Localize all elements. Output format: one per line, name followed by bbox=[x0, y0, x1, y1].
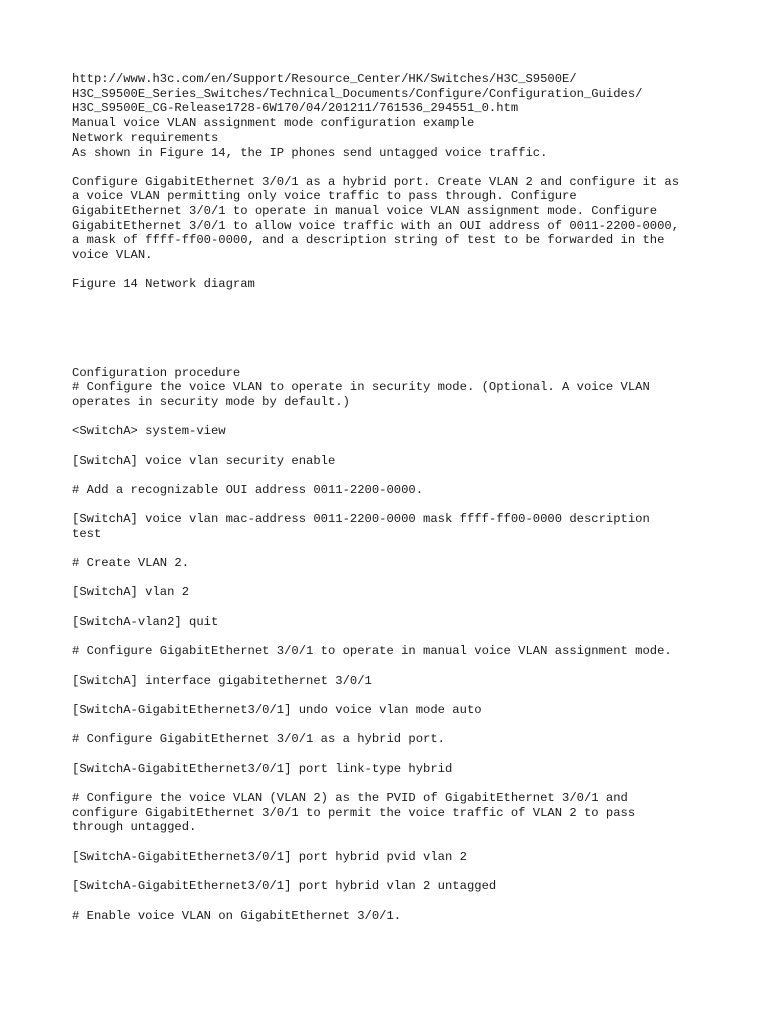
page-title: Manual voice VLAN assignment mode configuration example bbox=[72, 116, 475, 130]
command-line: [SwitchA] interface gigabitethernet 3/0/1 bbox=[72, 674, 372, 688]
step-comment: # Configure GigabitEthernet 3/0/1 to operate in manual voice VLAN assignment mode. bbox=[72, 644, 672, 658]
step-comment: # Configure the voice VLAN to operate in security mode. (Optional. A voice VLAN bbox=[72, 380, 650, 394]
step-comment: # Add a recognizable OUI address 0011-2200-0000. bbox=[72, 483, 424, 497]
section-heading: Network requirements bbox=[72, 131, 219, 145]
command-line: test bbox=[72, 527, 102, 541]
step-comment: # Configure GigabitEthernet 3/0/1 as a hybrid port. bbox=[72, 732, 445, 746]
step-comment: # Create VLAN 2. bbox=[72, 556, 190, 570]
intro-text: As shown in Figure 14, the IP phones send untagged voice traffic. bbox=[72, 146, 548, 160]
command-line: [SwitchA-GigabitEthernet3/0/1] port link-type hybrid bbox=[72, 762, 453, 776]
requirements-text-line: Configure GigabitEthernet 3/0/1 as a hybrid port. Create VLAN 2 and configure it as bbox=[72, 175, 680, 189]
command-line: [SwitchA-GigabitEthernet3/0/1] port hybrid pvid vlan 2 bbox=[72, 850, 467, 864]
requirements-text-line: GigabitEthernet 3/0/1 to allow voice traffic with an OUI address of 0011-2200-0000, bbox=[72, 219, 680, 233]
requirements-text-line: voice VLAN. bbox=[72, 248, 153, 262]
command-line: [SwitchA] voice vlan mac-address 0011-2200-0000 mask ffff-ff00-0000 description bbox=[72, 512, 650, 526]
command-line: [SwitchA-vlan2] quit bbox=[72, 615, 219, 629]
source-url-line: http://www.h3c.com/en/Support/Resource_Center/HK/Switches/H3C_S9500E/ bbox=[72, 72, 577, 86]
step-comment: # Enable voice VLAN on GigabitEthernet 3/0/1. bbox=[72, 909, 402, 923]
command-line: <SwitchA> system-view bbox=[72, 424, 226, 438]
command-line: [SwitchA-GigabitEthernet3/0/1] port hybrid vlan 2 untagged bbox=[72, 879, 497, 893]
requirements-text-line: a mask of ffff-ff00-0000, and a description string of test to be forwarded in the bbox=[72, 233, 665, 247]
command-line: [SwitchA] vlan 2 bbox=[72, 585, 190, 599]
source-url-line: H3C_S9500E_CG-Release1728-6W170/04/201211/761536_294551_0.htm bbox=[72, 101, 519, 115]
step-comment: operates in security mode by default.) bbox=[72, 395, 350, 409]
command-line: [SwitchA] voice vlan security enable bbox=[72, 454, 336, 468]
requirements-text-line: GigabitEthernet 3/0/1 to operate in manual voice VLAN assignment mode. Configure bbox=[72, 204, 658, 218]
command-line: [SwitchA-GigabitEthernet3/0/1] undo voice vlan mode auto bbox=[72, 703, 482, 717]
step-comment: configure GigabitEthernet 3/0/1 to permit the voice traffic of VLAN 2 to pass bbox=[72, 806, 636, 820]
figure-caption: Figure 14 Network diagram bbox=[72, 277, 255, 291]
section-heading: Configuration procedure bbox=[72, 366, 241, 380]
step-comment: # Configure the voice VLAN (VLAN 2) as the PVID of GigabitEthernet 3/0/1 and bbox=[72, 791, 628, 805]
step-comment: through untagged. bbox=[72, 820, 197, 834]
requirements-text-line: a voice VLAN permitting only voice traffic to pass through. Configure bbox=[72, 189, 577, 203]
source-url-line: H3C_S9500E_Series_Switches/Technical_Documents/Configure/Configuration_Guides/ bbox=[72, 87, 643, 101]
